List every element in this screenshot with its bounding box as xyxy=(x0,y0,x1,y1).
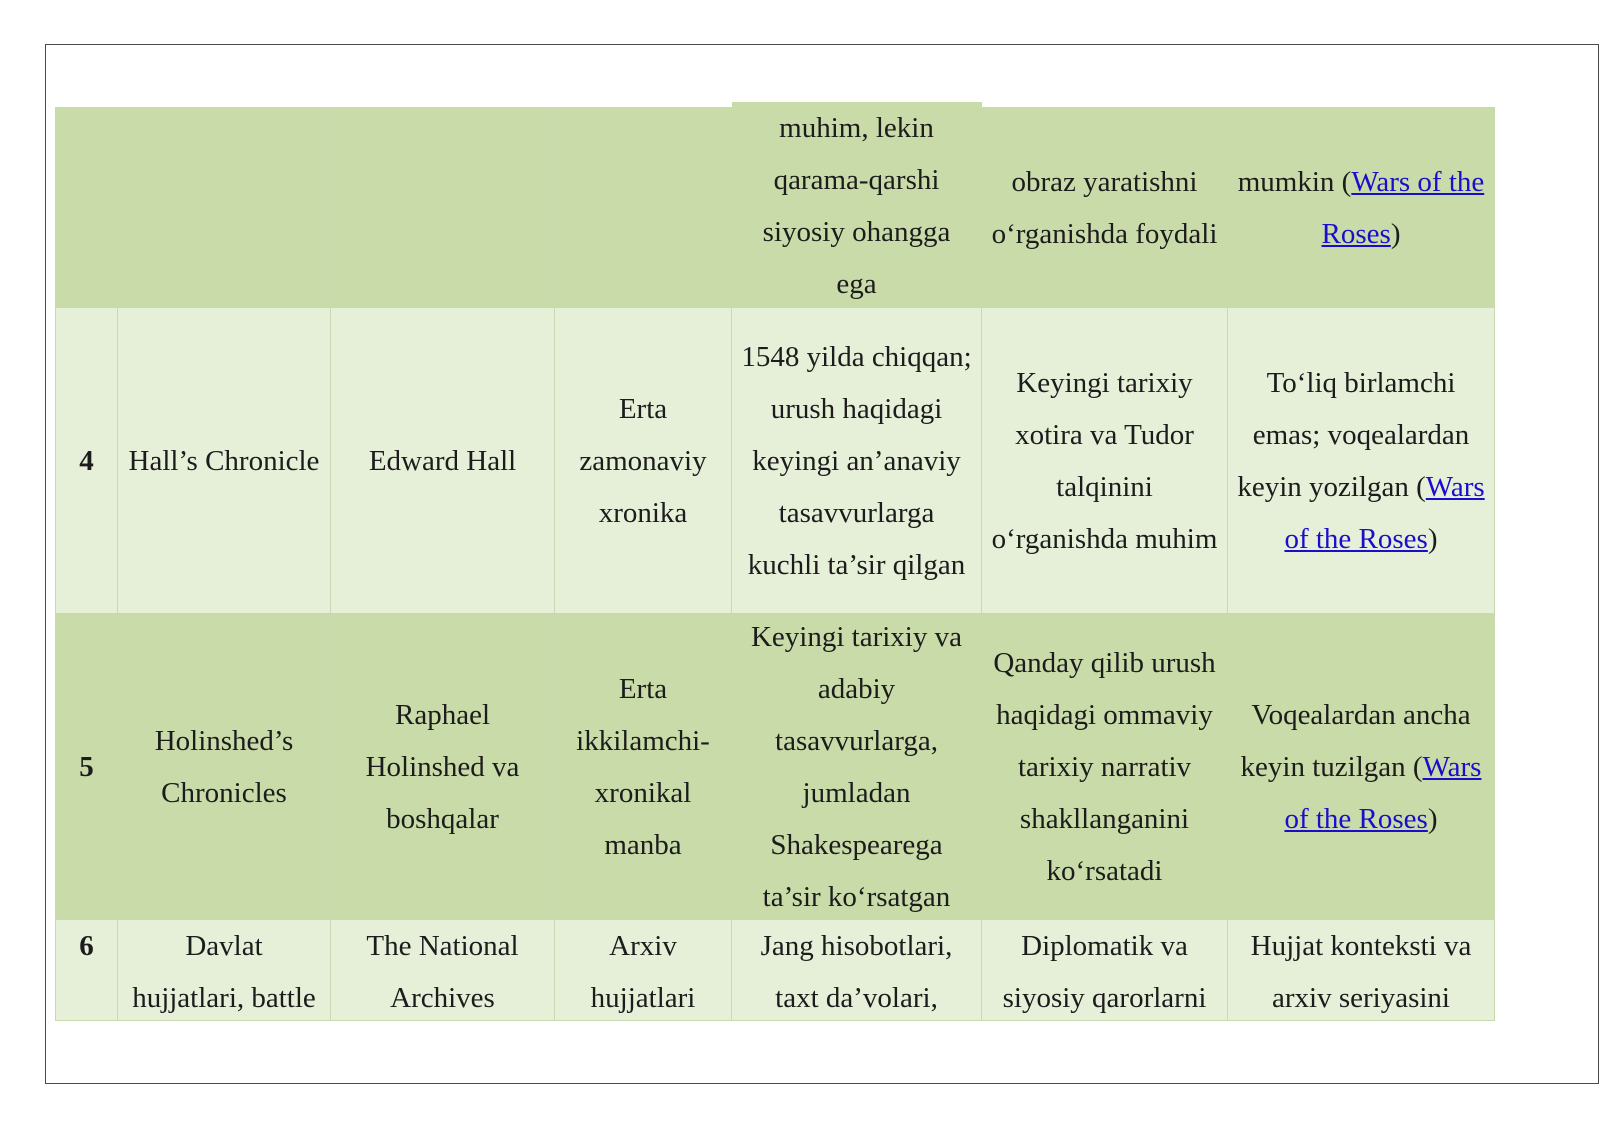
type-cell xyxy=(555,108,732,308)
type-cell: Arxiv hujjatlari xyxy=(555,920,732,1020)
limits-text-end: ) xyxy=(1390,217,1401,250)
source-cell: Davlat hujjatlari, battle xyxy=(118,920,331,1020)
author-cell xyxy=(331,108,555,308)
wars-of-the-roses-link[interactable]: Wars of the Roses xyxy=(1284,470,1485,555)
source-cell xyxy=(118,108,331,308)
sources-table xyxy=(55,107,1495,1021)
limits-text: Voqealardan ancha keyin tuzilgan ( xyxy=(1240,698,1471,783)
row-number-cell: 5 xyxy=(56,614,118,920)
author-cell: The National Archives xyxy=(331,920,555,1020)
significance-cell: Jang hisobotlari, taxt da’volari, xyxy=(732,920,982,1020)
limits-text: Hujjat konteksti va arxiv seriyasini xyxy=(1250,930,1472,1014)
document-page xyxy=(45,44,1599,1084)
use-cell: Keyingi tarixiy xotira va Tudor talqinini o‘rganishda muhim xyxy=(982,308,1228,614)
limits-cell xyxy=(1228,308,1494,614)
wars-of-the-roses-link[interactable]: Wars of the Roses xyxy=(1284,750,1482,835)
row-number-cell: 6 xyxy=(56,920,118,1020)
limits-cell xyxy=(1228,108,1494,308)
significance-cell: 1548 yilda chiqqan; urush haqidagi keyingi an’anaviy tasavvurlarga kuchli ta’sir qilgan xyxy=(732,308,982,614)
use-cell: Diplomatik va siyosiy qarorlarni xyxy=(982,920,1228,1020)
limits-text: To‘liq birlamchi emas; voqealardan keyin yozilgan ( xyxy=(1237,366,1470,503)
author-cell: Edward Hall xyxy=(331,308,555,614)
limits-cell xyxy=(1228,614,1494,920)
source-cell: Hall’s Chronicle xyxy=(118,308,331,614)
row-number-cell xyxy=(56,108,118,308)
type-cell: Erta zamonaviy xronika xyxy=(555,308,732,614)
type-cell: Erta ikkilamchi-xronikal manba xyxy=(555,614,732,920)
significance-cell: Keyingi tarixiy va adabiy tasavvurlarga, jumladan Shakespearega ta’sir ko‘rsatgan xyxy=(732,614,982,920)
limits-text-end: ) xyxy=(1427,802,1438,835)
source-cell: Holinshed’s Chronicles xyxy=(118,614,331,920)
significance-cell: muhim, lekin qarama-qarshi siyosiy ohangga ega xyxy=(732,102,982,308)
use-cell: Qanday qilib urush haqidagi ommaviy tarixiy narrativ shakllanganini ko‘rsatadi xyxy=(982,614,1228,920)
author-cell: Raphael Holinshed va boshqalar xyxy=(331,614,555,920)
limits-text: mumkin ( xyxy=(1237,165,1352,198)
row-number-cell: 4 xyxy=(56,308,118,614)
use-cell: obraz yaratishni o‘rganishda foydali xyxy=(982,108,1228,308)
wars-of-the-roses-link[interactable]: Wars of the Roses xyxy=(1321,165,1485,250)
limits-text-end: ) xyxy=(1427,522,1438,555)
limits-cell xyxy=(1228,920,1494,1020)
